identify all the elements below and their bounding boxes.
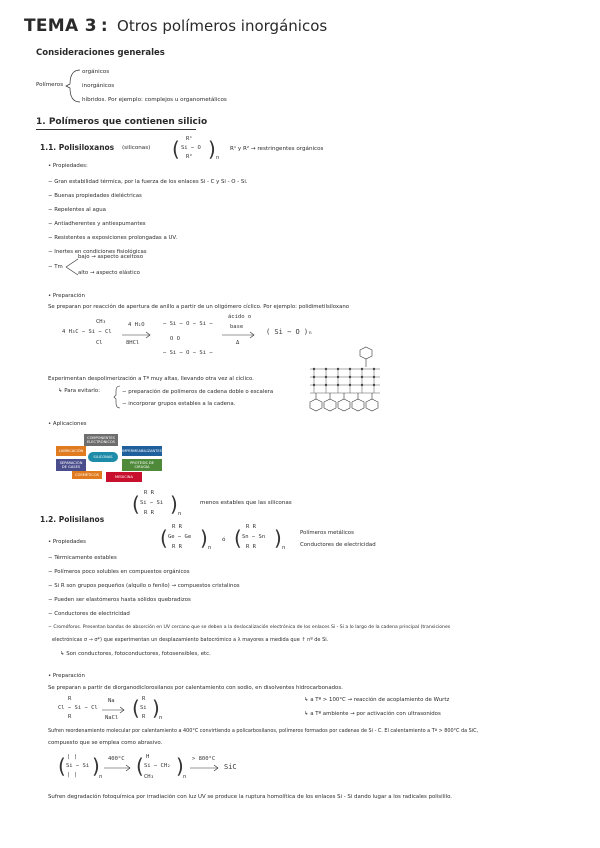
prop-item: − Si R son grupos pequeños (alquilo o fenilo) → compuestos cristalinos bbox=[48, 583, 240, 589]
rearr-product: SiC bbox=[224, 763, 237, 771]
rxn-cond-mid: base bbox=[230, 324, 244, 330]
prop-item: − Cromóforos. Presentan bandas de absorción en UV cercano que se deben a la deslocalización electrónica de los enlaces Si - Si a lo largo de la cadena principal (transiciones bbox=[48, 625, 451, 630]
prop-item: − Antiadherentes y antiespumantes bbox=[48, 221, 146, 227]
wurtz-reactant: Cl − Si − Cl bbox=[58, 705, 98, 711]
rxn-cl: Cl bbox=[96, 340, 103, 346]
side-note: Conductores de electricidad bbox=[300, 542, 376, 548]
polysilane-formula-3: ( R R Sn − Sn R R ) n bbox=[234, 524, 286, 551]
rearr-reaction: ( | | Si − Si | | ) n 400°C ( H Si − CH₂ CH₃ ) n > 800°C SiC bbox=[58, 754, 237, 780]
app-box-medicina: MEDICINA bbox=[106, 472, 142, 482]
rxn-reagent-top: 4 H₂O bbox=[128, 322, 145, 328]
branch-inorganicos: inorgánicos bbox=[82, 83, 115, 89]
tema-label: TEMA 3 bbox=[24, 16, 97, 36]
cyclic-row: O O bbox=[170, 336, 180, 342]
rearr-text-2: compuesto que se emplea como abrasivo. bbox=[48, 740, 163, 746]
section12-heading: 1.2. Polisilanos bbox=[40, 515, 105, 524]
app-box-impermeabilizantes: IMPERMEABILIZANTES bbox=[122, 446, 162, 456]
section12-prep-text: Se preparan a partir de diorganodiclorosilanos por calentamiento con sodio, en disolventes hidrocarbonados. bbox=[48, 685, 343, 691]
wurtz-reaction: R Cl − Si − Cl R Na NaCl ( R Si R ) n bbox=[58, 696, 163, 721]
title-subtitle: Otros polímeros inorgánicos bbox=[117, 17, 328, 35]
rearr-arrow2-label: > 800°C bbox=[192, 756, 216, 762]
rearr-text-1: Sufren reordenamiento molecular por calentamiento a 400°C convirtiendo a policarbosilanos, polímeros formados por cadenas de Si - C. El calentamiento a Tª > 800°C da SiC, bbox=[48, 728, 479, 734]
prop-item: − Repelentes al agua bbox=[48, 207, 106, 213]
rxn-cond-top: ácido o bbox=[228, 314, 252, 320]
avoid-item: − preparación de polímeros de cadena doble o escalera bbox=[122, 389, 274, 395]
rearr-ch3: CH₃ bbox=[144, 774, 154, 780]
prop-item: − Pueden ser elastómeros hasta sólidos quebradizos bbox=[48, 597, 191, 603]
rxn-cond-bottom: Δ bbox=[236, 340, 240, 346]
section11-heading: 1.1. Polisiloxanos bbox=[40, 143, 115, 152]
rxn-arrow-1 bbox=[122, 332, 152, 338]
rearr-arrow-2 bbox=[190, 765, 220, 771]
avoid-label: ↳ Para evitarlo: bbox=[58, 388, 101, 394]
polysilane-formula-2: ( R R Ge − Ge R R ) n bbox=[160, 524, 212, 551]
section12-props-label: • Propiedades bbox=[48, 539, 86, 545]
section11-alt-name: (siliconas) bbox=[122, 145, 151, 151]
branch-hibridos: híbridos. Por ejemplo: complejos u organometálicos bbox=[82, 97, 227, 103]
tm-high: alto → aspecto elástico bbox=[78, 270, 140, 276]
arrow-note: ↳ Son conductores, fotoconductores, fotosensibles, etc. bbox=[60, 651, 211, 657]
ladder-polymer-drawing bbox=[308, 345, 382, 421]
app-box-separacion: SEPARACIÓN DE GASES bbox=[56, 459, 86, 471]
cyclic-row: − Si − O − Si − bbox=[163, 350, 213, 356]
avoid-item: − incorporar grupos estables a la cadena. bbox=[122, 401, 236, 407]
app-box-lubricacion: LUBRICACIÓN bbox=[56, 446, 86, 456]
section11-props-label: • Propiedades: bbox=[48, 163, 88, 169]
prop-item: − Resistentes a exposiciones prolongadas a UV. bbox=[48, 235, 178, 241]
section11-prep-label: • Preparación bbox=[48, 293, 85, 299]
rxn-ch3: CH₃ bbox=[96, 319, 106, 325]
app-box-siliconas: SILICONAS bbox=[88, 452, 118, 462]
or-word: ó bbox=[222, 537, 226, 543]
avoid-brace bbox=[114, 385, 122, 409]
rxn-reagent-bottom: 8HCl bbox=[126, 340, 140, 346]
prop-item: electrónicas σ → σ*) que experimentan un desplazamiento batocrómico a λ mayores a medida que ↑ nº de Si. bbox=[52, 637, 329, 643]
consideraciones-heading: Consideraciones generales bbox=[36, 48, 165, 58]
rearr-arrow-1 bbox=[104, 765, 132, 771]
prop-item: − Inertes en condiciones fisiológicas bbox=[48, 249, 147, 255]
tm-low: bajo → aspecto aceitoso bbox=[78, 254, 144, 260]
prop-item: − Gran estabilidad térmica, por la fuerza de los enlaces Si - C y Si - O - Si. bbox=[48, 179, 248, 185]
apps-label: • Aplicaciones bbox=[48, 421, 87, 427]
branch-organicos: orgánicos bbox=[82, 69, 110, 75]
section1-underline bbox=[36, 129, 196, 130]
polysilane-formula-1: ( R R Si − Si R R ) n bbox=[132, 490, 182, 517]
rxn-arrow-2 bbox=[222, 332, 256, 338]
polimeros-root: Polímeros bbox=[36, 82, 64, 88]
title-colon: : bbox=[100, 16, 108, 36]
section12-prep-label: • Preparación bbox=[48, 673, 85, 679]
rxn-reactant: 4 H₃C − Si − Cl bbox=[62, 329, 112, 335]
consideraciones-brace bbox=[64, 68, 84, 104]
prop-item: − Conductores de electricidad bbox=[48, 611, 130, 617]
section11-prep-text: Se preparan por reacción de apertura de anillo a partir de un oligómero cíclico. Por ejemplo: polidimetilsiloxano bbox=[48, 304, 350, 310]
prep-cond: ↳ a Tª > 100°C → reacción de acoplamiento de Wurtz bbox=[304, 697, 450, 703]
prop-item: − Buenas propiedades dieléctricas bbox=[48, 193, 142, 199]
tm-label: − Tm bbox=[48, 264, 63, 270]
polysilane-note: menos estables que las siliconas bbox=[200, 500, 292, 506]
prop-item: − Térmicamente estables bbox=[48, 555, 117, 561]
wurtz-arrow bbox=[102, 707, 126, 713]
prop-item: − Polímeros poco solubles en compuestos orgánicos bbox=[48, 569, 190, 575]
page-title bbox=[24, 16, 327, 36]
wurtz-reagent-bottom: NaCl bbox=[105, 715, 119, 721]
app-box-componentes: COMPONENTES ELECTRÓNICOS bbox=[84, 434, 118, 446]
app-box-cosmeticos: COSMÉTICOS bbox=[72, 471, 102, 479]
siloxane-note: R¹ y R² → restringentes orgánicos bbox=[230, 146, 324, 152]
side-note: Polímeros metálicos bbox=[300, 530, 354, 536]
rearr-arrow1-label: 400°C bbox=[108, 756, 125, 762]
app-box-protesis: PROTESIS DE CIRUGIA bbox=[122, 459, 162, 471]
cyclic-row: − Si − O − Si − bbox=[163, 321, 213, 327]
wurtz-reagent-top: Na bbox=[108, 698, 115, 704]
applications-diagram bbox=[56, 434, 176, 486]
prep-cond: ↳ a Tª ambiente → por activación con ultrasonidos bbox=[304, 711, 441, 717]
depolim-text: Experimentan despolimerización a Tª muy altas, llevando otra vez al cíclico. bbox=[48, 376, 254, 382]
section1-heading: 1. Polímeros que contienen silicio bbox=[36, 117, 208, 127]
rxn-product: ( Si − O )ₙ bbox=[266, 328, 313, 336]
siloxane-formula: ( R¹ Si − O R² ) n bbox=[172, 136, 220, 161]
photo-text: Sufren degradación fotoquímica por irradiación con luz UV se produce la ruptura homolítica de los enlaces Si - Si dando lugar a los radicales polisililo. bbox=[48, 794, 452, 800]
